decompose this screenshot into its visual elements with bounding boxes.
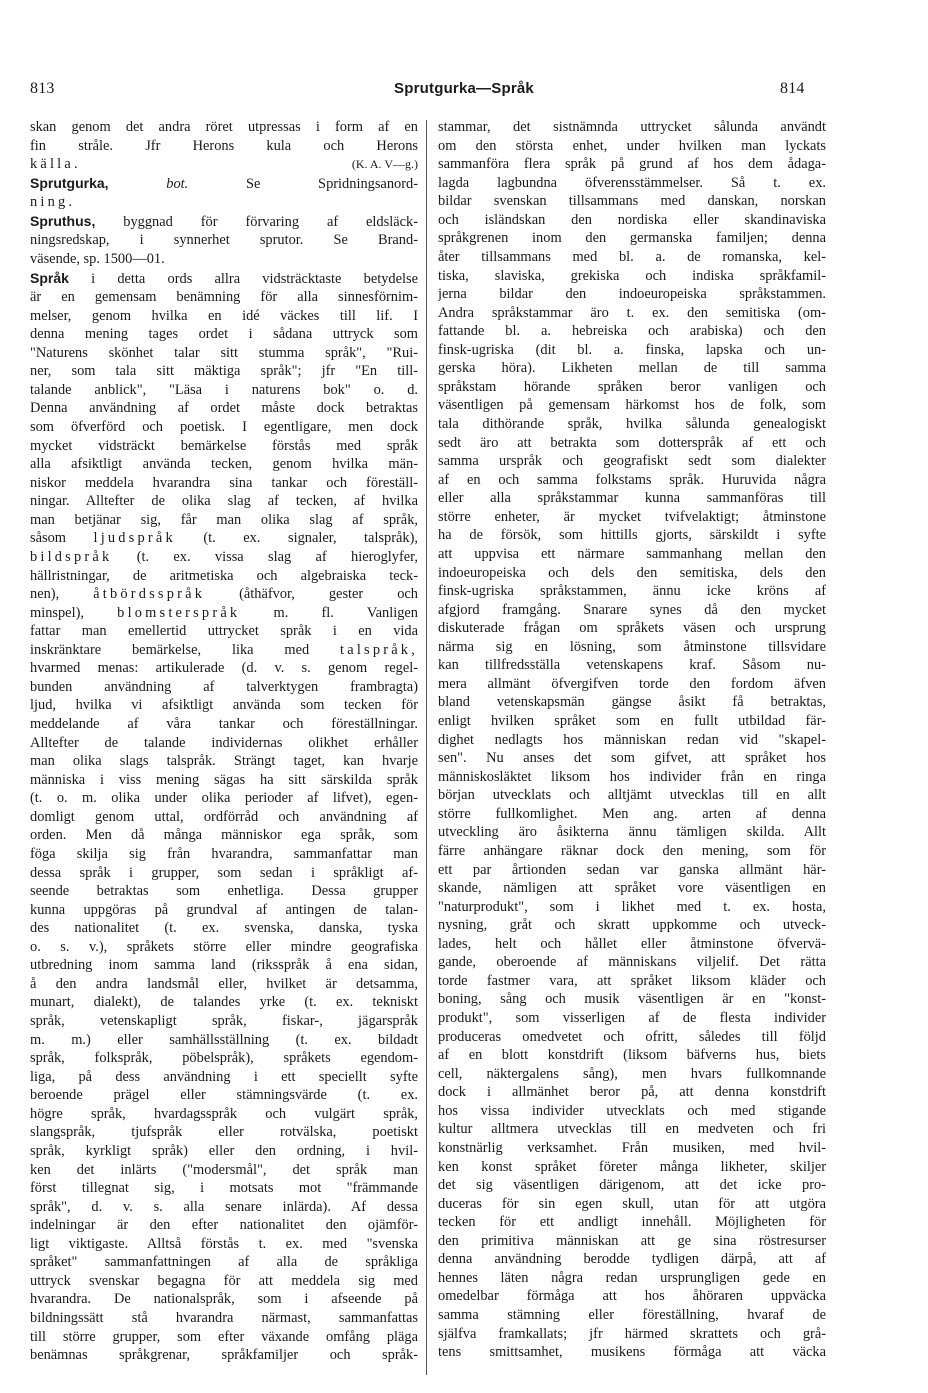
text-line: sedt äro att betrakta som dotterspråk af ett och — [438, 434, 826, 451]
text-line: indoeuropeiska och dels den semitiska, dels den — [438, 564, 826, 581]
text-line: alla afsiktligt använda tecken, genom hvilka män- — [30, 456, 418, 473]
text-line: tecken för ett andligt innehåll. Möjligheten för — [438, 1214, 826, 1231]
text-line: jerna bildar den indoeuropeiska språkstammen. — [438, 286, 826, 303]
text-line: torde fastmer vara, att språket liksom kläder och — [438, 972, 826, 989]
text-line: omedelbar förmåga att hos åhöraren uppväcka — [438, 1288, 826, 1305]
text-line: själfva framkallats; jfr härmed skrattets och grå- — [438, 1325, 826, 1342]
text-line: dighet nedlagts hos människan redan vid "skapel- — [438, 731, 826, 748]
text-line: orden. Men då många människor ega språk, som — [30, 827, 418, 844]
text-line: tala dithörande språk, hvilka sålunda genealogiskt — [438, 416, 826, 432]
text-line: sammanföra flera språk på grund af hos dem ådaga- — [438, 156, 826, 173]
text-line: nysning, gråt och skratt uppkomme och utveck- — [438, 917, 826, 934]
text-line: "naturprodukt", som i likhet med t. ex. hosta, — [438, 898, 826, 915]
text-line: fin stråle. Jfr Herons kula och Herons — [30, 137, 418, 154]
text-line: uttryck svenskar begagna för att meddela sig med — [30, 1272, 418, 1289]
text-line: ken det inlärts ("modersmål", det språk man — [30, 1161, 418, 1178]
text-line: munart, dialekt), de talandes yrke (t. ex. tekniskt — [30, 994, 418, 1011]
text-line: slangspråk, tjufspråk eller rotvälska, poetiskt — [30, 1124, 418, 1141]
text-line: afgjord framgång. Snarare synes då den mycket — [438, 601, 826, 618]
spaced-term: ljudspråk — [93, 530, 176, 547]
text-line: åter tillsammans med bl. a. de romanska, kel- — [438, 248, 826, 265]
text-line: färre anhängare räknar dock den mening, som för — [438, 842, 826, 859]
spaced-term: bildspråk — [30, 548, 113, 565]
text-line: det sig väsentligen därigenom, att det icke pro- — [438, 1177, 826, 1194]
running-head: Sprutgurka—Språk — [394, 80, 534, 97]
text-line: Andra språkstammar äro t. ex. den semitiska (om- — [438, 304, 826, 321]
text-line: människa i viss mening sägas ha sitt särskilda språk — [30, 771, 418, 788]
text-line: ett par årtionden sedan var ganska allmänt här- — [438, 861, 826, 878]
text-line: språk, kyrkligt språk) eller den ordning, i hvil- — [30, 1142, 418, 1159]
text-line: bland vetenskapsmän gängse åsikt få betraktas, — [438, 694, 826, 711]
text-line: samma urspråk och geografiskt sedt som dialekter — [438, 453, 826, 470]
text-line: m. m.) eller samhällsställning (t. ex. bildadt — [30, 1031, 418, 1048]
text-line: konstnärlig verksamhet. Från musiken, med hvil- — [438, 1139, 826, 1156]
text-line: melser, genom hvilka en idé väckes till lif. I — [30, 307, 418, 324]
text-line — [30, 585, 418, 604]
text-line — [30, 548, 418, 567]
text-line: liga, på dess användning i ett speciellt syfte — [30, 1068, 418, 1085]
text-line: eller alla språkstammar kunna sammanföras till — [438, 490, 826, 507]
text-line: duceras för sin egen skull, utan för att utgöra — [438, 1195, 826, 1212]
spaced-term: blomsterspråk — [117, 604, 241, 621]
text-line: utveckling äro åsikterna ännu tämligen skilda. Allt — [438, 824, 826, 841]
author-signature: (K. A. V—g.) — [351, 157, 418, 172]
text-line: fattar man emellertid uttrycket språk i en vida — [30, 623, 418, 640]
text-line: (t. o. m. olika under olika perioder af lifvet), egen- — [30, 790, 418, 807]
text-line: niskor meddela hvarandra sina tankar och föreställ- — [30, 474, 418, 491]
column-rule — [426, 120, 427, 1375]
text-segment: m. fl. Vanligen — [240, 604, 418, 621]
text-line: samma stämning eller föreställning, hvaraf de — [438, 1307, 826, 1323]
text-line: produceras omedvetet och ofritt, således till följd — [438, 1028, 826, 1045]
text-line: först tillegnat sig, i motsats mot "främmande — [30, 1180, 418, 1197]
text-line: diskuterade frågan om språkets väsen och ursprung — [438, 620, 826, 637]
entry-headword: Sprutgurka, — [30, 174, 109, 191]
entry-line — [30, 174, 418, 194]
text-line: språk, vetenskapligt språk, fiskar-, jägarspråk — [30, 1013, 418, 1029]
text-line: bildar svenskan tillsammans med danskan, norskan — [438, 193, 826, 210]
text-line: o. s. v.), språkets större eller mindre geografiska — [30, 938, 418, 955]
text-line: ligt viktigaste. Alltså förstås t. ex. med "svenska — [30, 1235, 418, 1252]
text-line: kultur alltmera utvecklas till en medveten och fri — [438, 1121, 826, 1138]
text-line: boning, sång och musik väsentligen är en "konst- — [438, 991, 826, 1008]
page-number-left: 813 — [30, 80, 55, 97]
text-segment: (åthäfvor, gester och — [205, 586, 418, 603]
text-line: dessa språk i grupper, som sedan i språkligt af- — [30, 864, 418, 881]
text-line: föga skilja sig från hvarandra, sammanfattar man — [30, 845, 418, 862]
text-line: som öfverförd och poetisk. I egentligare, men dock — [30, 419, 418, 435]
text-line: lades, helt och hållet eller åtminstone öfvervä- — [438, 935, 826, 952]
text-line: väsentligen på gemensam härkomst hos de folk, som — [438, 397, 826, 414]
text-line: hvarandra. De nationalspråk, som i afseende på — [30, 1291, 418, 1308]
left-column — [30, 118, 418, 1365]
text-line: tens smittsamhet, musikens förmåga att väcka — [438, 1344, 826, 1361]
text-line: ken konst språket företer många likheter, skiljer — [438, 1158, 826, 1175]
text-line — [30, 604, 418, 623]
text-line: skande, nämligen att språket vore väsentligen en — [438, 880, 826, 897]
text-segment: såsom — [30, 530, 94, 547]
text-line: lagda lagbundna öfverensstämmelser. Så t. ex. — [438, 174, 826, 191]
text-line: ha de försök, som hittills gjorts, särskildt i syfte — [438, 527, 826, 544]
text-line — [30, 529, 418, 548]
entry-text: i detta ords allra vidsträcktaste betydelse — [68, 270, 418, 287]
text-line: dock i allmänhet beror på, att denna konstdrift — [438, 1084, 826, 1101]
text-line: indelningar är den efter nationalitet den ojämför- — [30, 1217, 418, 1234]
text-line: om den största enhet, under hvilken man lyckats — [438, 137, 826, 154]
entry-headword: Spruthus, — [30, 212, 96, 229]
text-line: ningsredskap, i synnerhet sprutor. Se Brand- — [30, 232, 418, 249]
text-line: kunna uppgöras på grundval af antingen de talan- — [30, 901, 418, 918]
text-line: denna mening tages ordet i sådana uttryck som — [30, 326, 418, 343]
text-line: ljud, hvilka vi afsiktligt använda som tecken för — [30, 697, 418, 714]
right-column — [438, 118, 826, 1362]
text-line: utbredning inom samma land (riksspråk å ena sidan, — [30, 957, 418, 974]
cross-reference: källa. — [30, 156, 81, 173]
text-line: språkstam hörande språken beror vanligen och — [438, 378, 826, 395]
text-line: gerska höra). Likheten mellan de till samma — [438, 360, 826, 377]
text-line: hennes läten några redan ursprungligen gede en — [438, 1269, 826, 1286]
text-line: cell, näktergalens sång), men hvars fullkomnande — [438, 1065, 826, 1082]
text-line: till större grupper, som efter växande omfång pläga — [30, 1328, 418, 1345]
text-line: ner, som tala sitt mäktiga språk"; jfr "En till- — [30, 363, 418, 380]
text-line: "Naturens skönhet talar sitt stumma språk", "Rui- — [30, 344, 418, 361]
text-line: kan tillfredsställa vetenskapens kraf. Såsom nu- — [438, 657, 826, 674]
text-line: väsende, sp. 1500—01. — [30, 250, 165, 267]
page-number-right: 814 — [780, 80, 805, 97]
text-line: å den andra landsmål eller, hvilket är detsamma, — [30, 975, 418, 992]
text-line: denna användning berodde tydligen därpå, att af — [438, 1251, 826, 1268]
text-line: mera allmänt öfvergifven torde den fordom äfven — [438, 675, 826, 692]
entry-line — [30, 212, 418, 232]
text-line: enligt hvilken språket som en fullt utbildad fär- — [438, 713, 826, 729]
text-line: språk, folkspråk, pöbelspråk), språkets egendom- — [30, 1050, 418, 1067]
text-line: gande, oberoende af människans viljelif. Det rätta — [438, 954, 826, 971]
text-line: bildningssätt stå hvarandra närmast, sammanfattas — [30, 1310, 418, 1326]
entry-line — [30, 269, 418, 289]
text-line: den primitiva människan att ge sina röstresurser — [438, 1232, 826, 1249]
text-line: högre språk, hvardagsspråk och vulgärt språk, — [30, 1105, 418, 1122]
text-line: benämnas språkgrenar, språkfamiljer och språk- — [30, 1347, 418, 1364]
entry-abbreviation: bot. — [108, 175, 246, 192]
text-line: finsk-ugriska (dit bl. a. finska, lapska och un- — [438, 341, 826, 358]
text-line: människosläktet liksom hos individer från en ringa — [438, 768, 826, 785]
text-line: finsk-ugriska språkstammen, ännu icke kröns af — [438, 583, 826, 600]
text-line: skan genom det andra röret utpressas i form af en — [30, 119, 418, 135]
text-line: hos vissa individer utvecklats och med stigande — [438, 1102, 826, 1119]
text-line: är en gemensam benämning för alla sinnesförnim- — [30, 289, 418, 306]
text-line: sen". Nu anses det som gifvet, att språket hos — [438, 750, 826, 767]
text-line: produkt", som visserligen af de flesta individer — [438, 1010, 826, 1026]
text-line: beroende prägel eller stämningsvärde (t. ex. — [30, 1087, 418, 1104]
text-line: och isländskan den nordiska eller skandinaviska — [438, 211, 826, 228]
text-segment: (t. ex. signaler, talspråk), — [175, 530, 418, 547]
text-line: språket" sammanfattningen af alla de språkliga — [30, 1254, 418, 1271]
text-line: man betjänar sig, får man olika slag af språk, — [30, 511, 418, 528]
text-line: af en och samma folkstams språk. Huruvida några — [438, 471, 826, 488]
text-segment: nen), — [30, 586, 94, 603]
entry-text: byggnad för förvaring af eldsläck- — [95, 213, 418, 230]
text-line: talande anblick", "Läsa i naturens bok" o. d. — [30, 381, 418, 398]
text-line: af en blott konstdrift (liksom bäfverns hus, biets — [438, 1047, 826, 1064]
text-line: Denna användning af ordet måste dock betraktas — [30, 400, 418, 417]
text-line: att uppvisa ett närmare sammanhang mellan den — [438, 545, 826, 562]
text-line: fattande bl. a. hebreiska och arabiska) och den — [438, 323, 826, 340]
text-line: man olika slags talspråk. Strängt taget, kan hvarje — [30, 753, 418, 770]
text-line: domligt genom uttal, ordförråd och användning af — [30, 808, 418, 825]
text-line: hvarmed menas: artikulerade (d. v. s. genom regel- — [30, 660, 418, 677]
text-line: större enheter, är mycket tvifvelaktigt; åtminstone — [438, 508, 826, 525]
entry-text: Se Spridningsanord- — [245, 175, 418, 192]
text-line: språk", d. v. s. alla senare inlärda). Af dessa — [30, 1198, 418, 1215]
text-line: meddelande af våra tankar och föreställningar. — [30, 716, 418, 732]
spaced-term: talspråk, — [340, 641, 418, 658]
text-line: bunden användning af talverktygen frambragta) — [30, 678, 418, 695]
text-line: större fullkomlighet. Men ang. arten af denna — [438, 805, 826, 822]
entry-headword: Språk — [30, 269, 69, 286]
text-line: ningar. Alltefter de olika slag af tecken, af hvilka — [30, 493, 418, 510]
text-segment: minspel), — [30, 604, 118, 621]
text-line: Alltefter de talande individernas olikhet erhåller — [30, 734, 418, 751]
text-line: närma sig en lösning, som åtminstone tillsvidare — [438, 638, 826, 655]
text-line: stammar, det sistnämnda uttrycket sålunda användt — [438, 119, 826, 135]
text-segment: inskränktare bemärkelse, lika med — [30, 641, 341, 658]
text-line — [30, 641, 418, 660]
spaced-term: åtbördsspråk — [93, 586, 206, 603]
text-line — [30, 155, 418, 174]
text-line: tiska, slaviska, grekiska och indiska språkfamil- — [438, 267, 826, 284]
text-line: ning. — [30, 194, 76, 211]
text-line: början utvecklats och alltjämt utvecklas till en allt — [438, 787, 826, 804]
text-segment: (t. ex. vissa slag af hieroglyfer, — [112, 548, 418, 565]
text-line: mycket vidsträckt bemärkelse förstås med språk — [30, 437, 418, 454]
text-line: seende betraktas som enhetliga. Dessa grupper — [30, 883, 418, 900]
text-line: des nationalitet (t. ex. svenska, danska, tyska — [30, 920, 418, 937]
text-line: hällristningar, de aritmetiska och algebraiska teck- — [30, 567, 418, 584]
text-line: språkgrenen inom den germanska familjen; denna — [438, 230, 826, 247]
